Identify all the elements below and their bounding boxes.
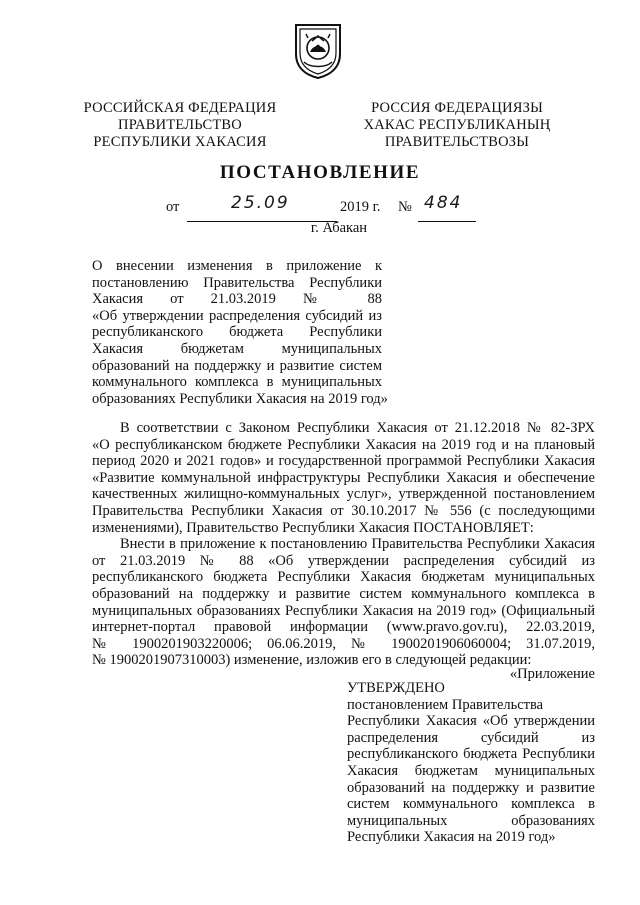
coat-of-arms-emblem [292,22,344,80]
approved-line: Республики Хакасия на 2019 год» [347,829,556,846]
document-title: ПОСТАНОВЛЕНИЕ [219,162,421,183]
approved-line: УТВЕРЖДЕНО [347,680,445,696]
number-sign: № [398,199,412,215]
handwritten-number: 484 [424,193,463,213]
approved-block [347,680,595,846]
subject-line: постановлению Правительства Республики [92,274,382,291]
body-line: № 1900201907310003) изменение, изложив его в следующей редакции: [92,652,532,669]
header-right-line: ПРАВИТЕЛЬСТВОЗЫ [384,134,530,150]
body-line: образований на поддержку и развитие систем коммунального комплекса в [92,585,595,602]
approved-line: муниципальных образованиях [347,812,595,829]
header-left-line: РОССИЙСКАЯ ФЕДЕРАЦИЯ [83,100,277,116]
date-year: 2019 г. [340,199,381,215]
subject-line: «Об утверждении распределения субсидий из [92,307,382,324]
date-field [187,193,337,222]
body-text [92,420,595,669]
date-prefix: от [166,199,180,215]
subject-block [92,258,388,407]
header-left-line: РЕСПУБЛИКИ ХАКАСИЯ [93,134,267,150]
body-line: изменениями), Правительство Республики Хакасия ПОСТАНОВЛЯЕТ: [92,519,534,536]
body-line: республиканского бюджета Республики Хакасия бюджетам муниципальных [92,569,595,586]
approved-line: распределения субсидий из [347,729,595,746]
approved-line: систем коммунального комплекса в [347,796,595,813]
subject-line: республиканского бюджета Республики [92,324,382,341]
body-line: «О республиканском бюджете Республики Хакасия на 2019 год и на плановый [92,436,595,453]
subject-line: коммунального комплекса в муниципальных [92,374,382,391]
approved-line: Республики Хакасия «Об утверждении [347,713,595,730]
handwritten-date: 25.09 [231,193,290,213]
approved-line: образований на поддержку и развитие [347,779,595,796]
body-line: интернет-портал правовой информации (www.pravo.gov.ru), 22.03.2019, [92,619,595,636]
approved-line: Хакасия бюджетам муниципальных [347,762,595,779]
body-line: Внести в приложение к постановлению Правительства Республики Хакасия [120,536,595,553]
number-field [418,193,476,222]
body-line: «Развитие коммунальной инфраструктуры Республики Хакасия и обеспечение [92,469,595,486]
header-right-block [357,100,557,151]
body-line: № 1900201903220006; 06.06.2019, № 1900201906060004; 31.07.2019, [92,635,595,652]
subject-line: Хакасия бюджетам муниципальных [92,340,382,357]
header-right-line: ХАКАС РЕСПУБЛИКАНЫҢ [363,117,551,133]
body-line: период 2020 и 2021 годов» и государственной программой Республики Хакасия [92,453,595,470]
body-line: муниципальных образованиях Республики Хакасия на 2019 год» (Официальный [92,602,595,619]
body-line: качественных жилищно-коммунальных услуг», утвержденной постановлением [92,486,595,503]
header-left-line: ПРАВИТЕЛЬСТВО [118,117,242,133]
subject-line: Хакасия от 21.03.2019 № 88 [92,291,382,308]
subject-line: образованиях Республики Хакасия на 2019 год» [92,390,388,407]
subject-line: О внесении изменения в приложение к [92,258,382,274]
city-line: г. Абакан [310,220,368,236]
header-right-line: РОССИЯ ФЕДЕРАЦИЯЗЫ [371,100,543,116]
approved-line: республиканского бюджета Республики [347,746,595,763]
body-line: от 21.03.2019 № 88 «Об утверждении распределения субсидий из [92,552,595,569]
appendix-label: «Приложение [509,666,595,682]
header-left-block [80,100,280,151]
subject-line: образований на поддержку и развитие систем [92,357,382,374]
body-line: В соответствии с Законом Республики Хакасия от 21.12.2018 № 82-ЗРХ [120,420,595,436]
body-line: Правительства Республики Хакасия от 30.10.2017 № 556 (с последующими [92,502,595,519]
approved-line: постановлением Правительства [347,696,544,713]
